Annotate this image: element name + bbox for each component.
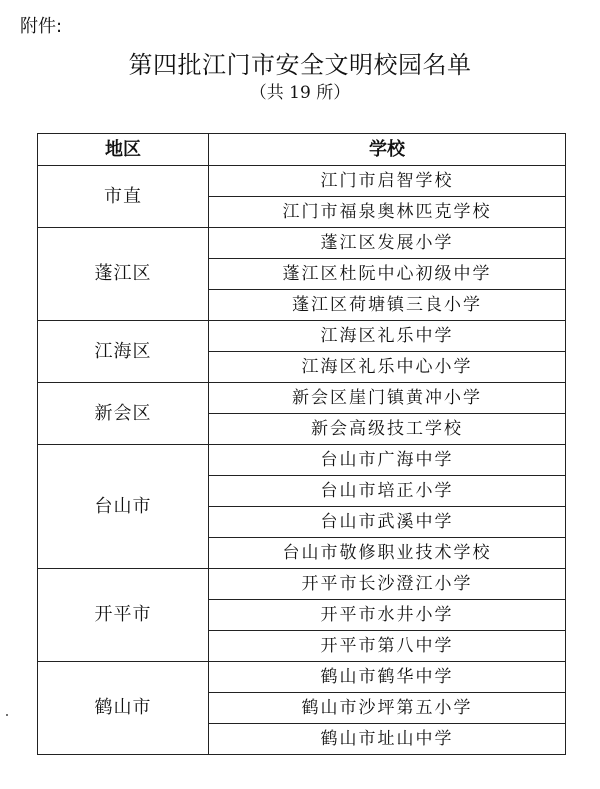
table-row xyxy=(38,228,566,259)
school-cell: 蓬江区荷塘镇三良小学 xyxy=(209,290,566,321)
attachment-label: 附件: xyxy=(20,16,63,37)
table-row xyxy=(38,321,566,352)
school-cell: 蓬江区杜阮中心初级中学 xyxy=(209,259,566,290)
table-row xyxy=(38,662,566,693)
school-cell: 开平市水井小学 xyxy=(209,600,566,631)
table-row xyxy=(38,569,566,600)
scan-speck xyxy=(6,714,8,716)
table-row xyxy=(38,383,566,414)
region-cell: 新会区 xyxy=(38,383,209,445)
school-cell: 蓬江区发展小学 xyxy=(209,228,566,259)
table-row xyxy=(38,166,566,197)
school-cell: 开平市第八中学 xyxy=(209,631,566,662)
region-cell: 江海区 xyxy=(38,321,209,383)
school-cell: 江海区礼乐中学 xyxy=(209,321,566,352)
school-cell: 开平市长沙澄江小学 xyxy=(209,569,566,600)
school-cell: 台山市武溪中学 xyxy=(209,507,566,538)
school-cell: 江门市启智学校 xyxy=(209,166,566,197)
table-header-row xyxy=(38,134,566,166)
school-list-table xyxy=(37,133,566,755)
document-subtitle: （共 19 所） xyxy=(249,83,351,103)
school-cell: 鹤山市沙坪第五小学 xyxy=(209,693,566,724)
school-column-header: 学校 xyxy=(209,134,566,166)
table-row xyxy=(38,445,566,476)
school-cell: 新会区崖门镇黄冲小学 xyxy=(209,383,566,414)
school-cell: 江门市福泉奥林匹克学校 xyxy=(209,197,566,228)
region-cell: 开平市 xyxy=(38,569,209,662)
region-cell: 蓬江区 xyxy=(38,228,209,321)
region-cell: 台山市 xyxy=(38,445,209,569)
school-cell: 台山市培正小学 xyxy=(209,476,566,507)
school-cell: 鹤山市鹤华中学 xyxy=(209,662,566,693)
region-cell: 鹤山市 xyxy=(38,662,209,755)
school-cell: 台山市广海中学 xyxy=(209,445,566,476)
school-cell: 江海区礼乐中心小学 xyxy=(209,352,566,383)
region-column-header: 地区 xyxy=(38,134,209,166)
school-cell: 鹤山市址山中学 xyxy=(209,724,566,755)
school-cell: 新会高级技工学校 xyxy=(209,414,566,445)
region-cell: 市直 xyxy=(38,166,209,228)
document-title: 第四批江门市安全文明校园名单 xyxy=(128,51,472,79)
school-cell: 台山市敬修职业技术学校 xyxy=(209,538,566,569)
